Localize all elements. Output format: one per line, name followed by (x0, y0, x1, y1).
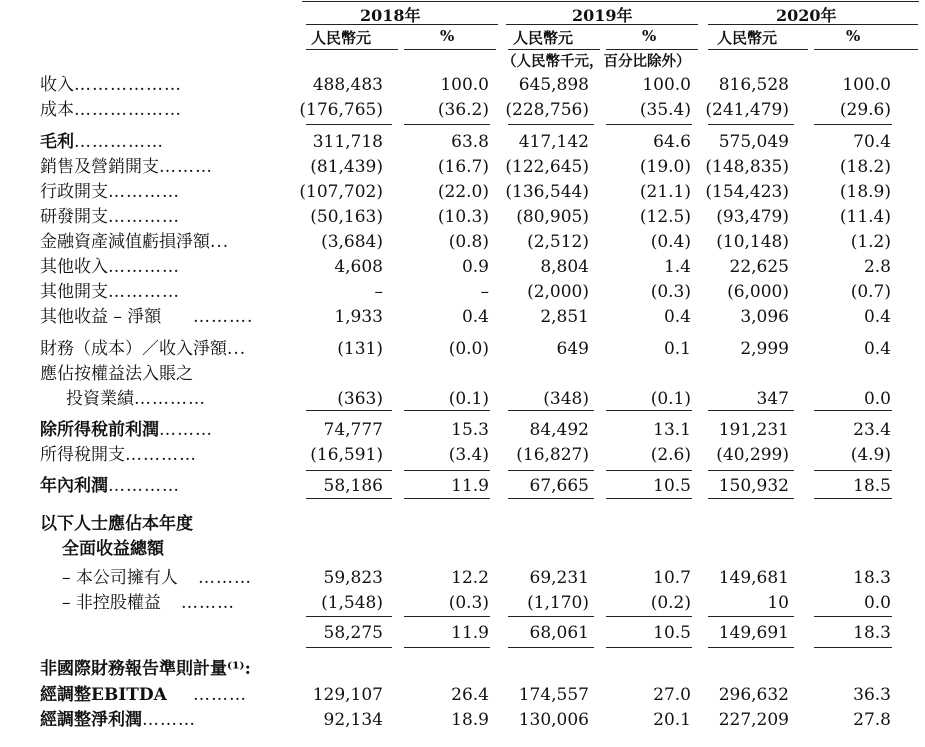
amount-cell: (228,756) (505, 100, 589, 120)
percent-cell: (3.4) (448, 445, 489, 465)
amount-cell: (176,765) (299, 100, 383, 120)
row-label: 財務（成本）／收入淨額 (40, 339, 227, 359)
row-label: 投資業績 (66, 389, 134, 409)
amount-cell: – (374, 282, 383, 302)
amount-cell: 22,625 (729, 257, 789, 277)
percent-cell: (19.0) (639, 157, 691, 177)
amount-cell: 488,483 (312, 75, 383, 95)
amount-cell: (80,905) (516, 207, 589, 227)
amount-cell: 174,557 (518, 685, 589, 705)
percent-cell: 23.4 (853, 420, 891, 440)
subtotal-rule (814, 470, 892, 471)
percent-cell: 13.1 (653, 420, 691, 440)
amount-cell: (154,423) (705, 182, 789, 202)
percent-cell: 100.0 (440, 75, 489, 95)
leader-dots: ……… (198, 568, 252, 588)
amount-cell: 2,851 (540, 307, 589, 327)
subtotal-rule (404, 647, 490, 648)
header-top-rule (302, 1, 919, 2)
percent-cell: 0.0 (863, 593, 891, 613)
amount-cell: 58,275 (323, 623, 383, 643)
year-2018-header: 2018年 (360, 6, 421, 25)
percent-cell: 100.0 (642, 75, 691, 95)
amount-cell: 74,777 (323, 420, 383, 440)
amount-cell: (1,170) (527, 593, 589, 613)
col-rule (306, 49, 398, 50)
percent-cell: 18.3 (853, 623, 891, 643)
leader-dots: ………… (125, 445, 197, 465)
row-label: 其他開支 (40, 282, 108, 302)
row-label: 以下人士應佔本年度 (40, 514, 193, 534)
leader-dots: …………… (74, 132, 164, 152)
percent-cell: (0.1) (448, 389, 489, 409)
amount-cell: (40,299) (716, 445, 789, 465)
amount-cell: (136,544) (505, 182, 589, 202)
amount-cell: (348) (543, 389, 589, 409)
amount-cell: 575,049 (718, 132, 789, 152)
subtotal-rule (306, 410, 392, 411)
year-2019-header: 2019年 (572, 6, 633, 25)
pct-header-2018: % (440, 27, 455, 45)
col-rule (708, 49, 808, 50)
leader-dots: ... (227, 339, 247, 359)
subtotal-rule (606, 470, 692, 471)
amount-cell: 58,186 (323, 476, 383, 496)
amount-cell: (16,591) (310, 445, 383, 465)
amount-cell: 4,608 (334, 257, 383, 277)
subtotal-rule (508, 410, 594, 411)
amount-cell: 10 (767, 593, 789, 613)
subtotal-rule (606, 498, 692, 499)
amount-cell: (1,548) (321, 593, 383, 613)
percent-cell: 0.0 (863, 389, 891, 409)
percent-cell: (1.2) (850, 232, 891, 252)
amount-cell: (107,702) (299, 182, 383, 202)
amount-cell: 59,823 (323, 568, 383, 588)
row-label: – 本公司擁有人 (62, 568, 178, 588)
percent-cell: (0.0) (448, 339, 489, 359)
percent-cell: (16.7) (437, 157, 489, 177)
row-label: – 非控股權益 (62, 593, 161, 613)
row-label: 行政開支 (40, 182, 108, 202)
percent-cell: 100.0 (842, 75, 891, 95)
pct-header-2019: % (642, 27, 657, 45)
col-rule (814, 49, 918, 50)
amount-cell: (6,000) (727, 282, 789, 302)
subtotal-rule (708, 616, 794, 617)
amount-cell: (81,439) (310, 157, 383, 177)
row-label: 年內利潤 (40, 476, 108, 496)
percent-cell: (18.2) (839, 157, 891, 177)
amount-cell: (148,835) (705, 157, 789, 177)
amount-cell: 645,898 (518, 75, 589, 95)
percent-cell: 2.8 (863, 257, 891, 277)
subtotal-rule (814, 616, 892, 617)
leader-dots: ... (210, 232, 230, 252)
percent-cell: (0.3) (650, 282, 691, 302)
percent-cell: (0.1) (650, 389, 691, 409)
percent-cell: (29.6) (839, 100, 891, 120)
leader-dots: ……………… (74, 100, 182, 120)
leader-dots: ……… (193, 685, 247, 705)
subtotal-rule (708, 124, 794, 125)
amount-cell: 1,933 (334, 307, 383, 327)
percent-cell: 63.8 (451, 132, 489, 152)
amount-cell: 2,999 (740, 339, 789, 359)
percent-cell: 12.2 (451, 568, 489, 588)
percent-cell: 11.9 (451, 476, 489, 496)
amount-cell: 68,061 (529, 623, 589, 643)
percent-cell: (35.4) (639, 100, 691, 120)
amount-cell: (2,000) (527, 282, 589, 302)
unit-note: （人民幣千元，百分比除外） (502, 53, 691, 70)
amount-cell: (50,163) (310, 207, 383, 227)
amount-cell: 816,528 (718, 75, 789, 95)
leader-dots: ………. (193, 307, 254, 327)
subtotal-rule (606, 616, 692, 617)
percent-cell: (18.9) (839, 182, 891, 202)
amount-cell: 3,096 (740, 307, 789, 327)
row-label: 收入 (40, 75, 74, 95)
amount-cell: 129,107 (312, 685, 383, 705)
percent-cell: 18.9 (451, 710, 489, 730)
subtotal-rule (508, 616, 594, 617)
subtotal-rule (814, 410, 892, 411)
subtotal-rule (606, 410, 692, 411)
percent-cell: (36.2) (437, 100, 489, 120)
percent-cell: 64.6 (653, 132, 691, 152)
subtotal-rule (814, 124, 892, 125)
percent-cell: 0.4 (663, 307, 691, 327)
percent-cell: 20.1 (653, 710, 691, 730)
subtotal-rule (306, 470, 392, 471)
subtotal-rule (306, 498, 392, 499)
percent-cell: 10.5 (653, 476, 691, 496)
amount-cell: 191,231 (718, 420, 789, 440)
percent-cell: 11.9 (451, 623, 489, 643)
row-label: 其他收益 – 淨額 (40, 307, 162, 327)
subtotal-rule (708, 647, 794, 648)
amount-cell: 296,632 (718, 685, 789, 705)
percent-cell: (21.1) (639, 182, 691, 202)
amount-cell: 417,142 (518, 132, 589, 152)
percent-cell: 10.5 (653, 623, 691, 643)
year-2020-rule (708, 24, 918, 25)
leader-dots: ……… (159, 420, 213, 440)
amount-cell: 84,492 (529, 420, 589, 440)
leader-dots: ………… (134, 389, 206, 409)
row-label: 應佔按權益法入賬之 (40, 364, 193, 384)
amount-cell: 8,804 (540, 257, 589, 277)
currency-header-2020: 人民幣元 (717, 29, 778, 47)
amount-cell: (2,512) (527, 232, 589, 252)
percent-cell: (10.3) (437, 207, 489, 227)
subtotal-rule (404, 470, 490, 471)
subtotal-rule (306, 124, 392, 125)
percent-cell: (0.4) (650, 232, 691, 252)
amount-cell: (241,479) (705, 100, 789, 120)
amount-cell: 130,006 (518, 710, 589, 730)
amount-cell: (3,684) (321, 232, 383, 252)
subtotal-rule (508, 470, 594, 471)
percent-cell: 1.4 (663, 257, 691, 277)
percent-cell: 0.1 (663, 339, 691, 359)
percent-cell: (0.8) (448, 232, 489, 252)
percent-cell: 36.3 (853, 685, 891, 705)
percent-cell: (12.5) (639, 207, 691, 227)
amount-cell: 149,681 (718, 568, 789, 588)
subtotal-rule (404, 124, 490, 125)
percent-cell: (0.3) (448, 593, 489, 613)
percent-cell: (2.6) (650, 445, 691, 465)
row-label: 所得稅開支 (40, 445, 125, 465)
subtotal-rule (508, 647, 594, 648)
subtotal-rule (404, 410, 490, 411)
amount-cell: (16,827) (516, 445, 589, 465)
percent-cell: (4.9) (850, 445, 891, 465)
subtotal-rule (404, 498, 490, 499)
amount-cell: (10,148) (716, 232, 789, 252)
leader-dots: ……… (181, 593, 235, 613)
subtotal-rule (708, 498, 794, 499)
row-label: 全面收益總額 (62, 539, 164, 559)
row-label: 非國際財務報告準則計量⁽¹⁾: (40, 659, 251, 679)
subtotal-rule (606, 124, 692, 125)
percent-cell: 0.4 (863, 339, 891, 359)
amount-cell: 311,718 (312, 132, 383, 152)
amount-cell: 149,691 (718, 623, 789, 643)
currency-header-2018: 人民幣元 (311, 29, 372, 47)
subtotal-rule (508, 498, 594, 499)
percent-cell: 0.4 (461, 307, 489, 327)
leader-dots: ………… (108, 282, 180, 302)
percent-cell: 0.9 (461, 257, 489, 277)
row-label: 其他收入 (40, 257, 108, 277)
percent-cell: (11.4) (839, 207, 891, 227)
col-rule (404, 49, 496, 50)
percent-cell: (0.2) (650, 593, 691, 613)
percent-cell: 70.4 (853, 132, 891, 152)
subtotal-rule (814, 647, 892, 648)
year-2020-header: 2020年 (776, 6, 837, 25)
percent-cell: – (480, 282, 489, 302)
percent-cell: 0.4 (863, 307, 891, 327)
amount-cell: (93,479) (716, 207, 789, 227)
subtotal-rule (404, 616, 490, 617)
leader-dots: ………… (108, 182, 180, 202)
amount-cell: (122,645) (505, 157, 589, 177)
percent-cell: 26.4 (451, 685, 489, 705)
amount-cell: 649 (556, 339, 589, 359)
leader-dots: ………… (108, 257, 180, 277)
leader-dots: ……… (142, 710, 196, 730)
row-label: 成本 (40, 100, 74, 120)
leader-dots: ……… (159, 157, 213, 177)
year-2018-rule (306, 24, 498, 25)
leader-dots: ……………… (74, 75, 182, 95)
percent-cell: 10.7 (653, 568, 691, 588)
row-label: 銷售及營銷開支 (40, 157, 159, 177)
amount-cell: 67,665 (529, 476, 589, 496)
percent-cell: 15.3 (451, 420, 489, 440)
subtotal-rule (606, 647, 692, 648)
row-label: 毛利 (40, 132, 74, 152)
percent-cell: 18.5 (853, 476, 891, 496)
amount-cell: 347 (756, 389, 789, 409)
amount-cell: 150,932 (718, 476, 789, 496)
currency-header-2019: 人民幣元 (513, 29, 574, 47)
subtotal-rule (306, 647, 392, 648)
percent-cell: (0.7) (850, 282, 891, 302)
subtotal-rule (306, 616, 392, 617)
percent-cell: (22.0) (437, 182, 489, 202)
amount-cell: (131) (337, 339, 383, 359)
row-label: 除所得稅前利潤 (40, 420, 159, 440)
subtotal-rule (508, 124, 594, 125)
leader-dots: ………… (108, 207, 180, 227)
percent-cell: 18.3 (853, 568, 891, 588)
percent-cell: 27.8 (853, 710, 891, 730)
subtotal-rule (814, 498, 892, 499)
pct-header-2020: % (846, 27, 861, 45)
percent-cell: 27.0 (653, 685, 691, 705)
amount-cell: 69,231 (529, 568, 589, 588)
row-label: 金融資產減值虧損淨額 (40, 232, 210, 252)
amount-cell: 92,134 (323, 710, 383, 730)
row-label: 研發開支 (40, 207, 108, 227)
year-2019-rule (506, 24, 698, 25)
subtotal-rule (708, 470, 794, 471)
amount-cell: 227,209 (718, 710, 789, 730)
subtotal-rule (708, 410, 794, 411)
row-label: 經調整淨利潤 (40, 710, 142, 730)
leader-dots: ………… (108, 476, 180, 496)
amount-cell: (363) (337, 389, 383, 409)
row-label: 經調整EBITDA (40, 685, 167, 705)
